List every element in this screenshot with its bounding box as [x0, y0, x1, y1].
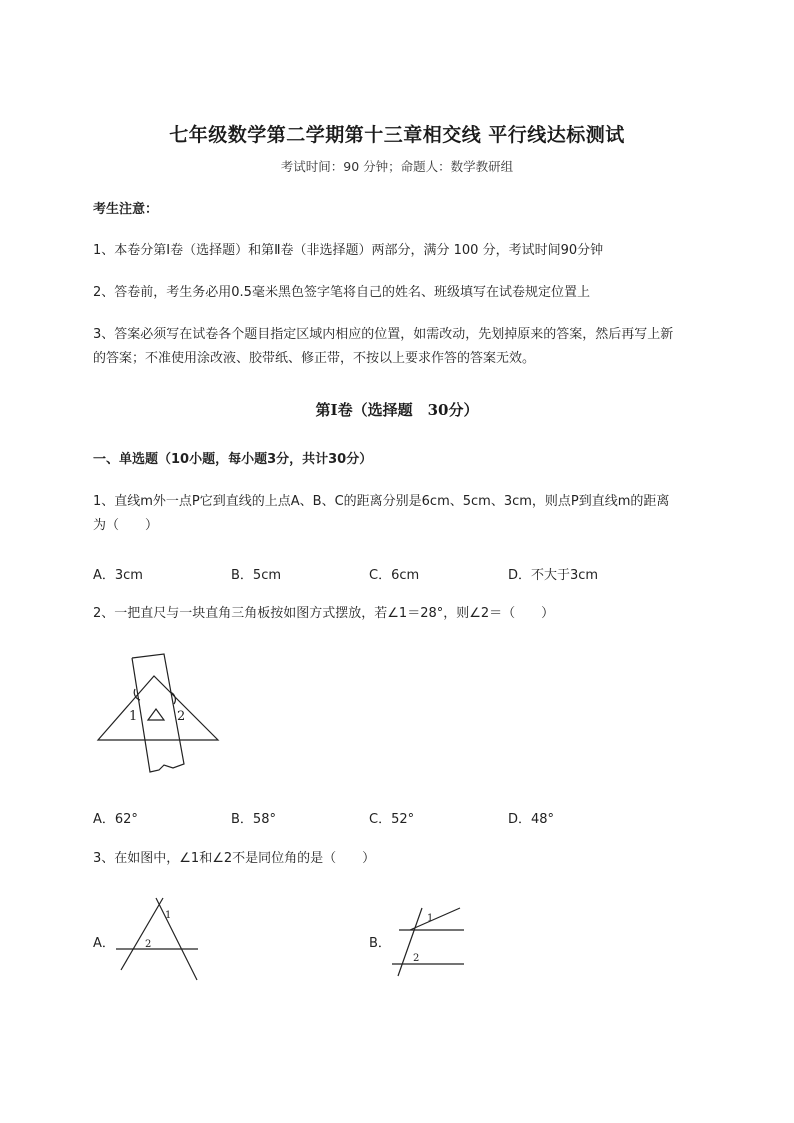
notice-item-3-line2: 的答案；不准使用涂改液、胶带纸、修正带，不按以上要求作答的答案无效。	[93, 351, 536, 366]
small-triangle	[148, 709, 164, 720]
q3-option-b[interactable]: B．	[369, 936, 391, 951]
q2-option-c[interactable]: C．52°	[369, 812, 415, 827]
question-1-line2: 为（ ）	[93, 518, 159, 533]
q3-option-a[interactable]: A．	[93, 936, 115, 951]
notice-item-2: 2、答卷前，考生务必用0.5毫米黑色签字笔将自己的姓名、班级填写在试卷规定位置上	[93, 285, 590, 300]
triangle-outline	[98, 676, 218, 740]
figA-angle-2: 2	[145, 939, 152, 950]
ruler-triangle-figure	[94, 652, 234, 782]
notice-item-3-line1: 3、答案必须写在试卷各个题目指定区域内相应的位置，如需改动，先划掉原来的答案，然后再写上新	[93, 327, 674, 342]
q1-option-d[interactable]: D．不大于3cm	[508, 568, 599, 583]
notice-item-1: 1、本卷分第Ⅰ卷（选择题）和第Ⅱ卷（非选择题）两部分，满分 100 分，考试时间90分钟	[93, 243, 604, 258]
part-heading: 一、单选题（10小题，每小题3分，共计30分）	[93, 452, 373, 467]
question-1-line1: 1、直线m外一点P它到直线的上点A、B、C的距离分别是6cm、5cm、3cm，则点P到直线m的距离	[93, 494, 670, 509]
q2-option-b[interactable]: B．58°	[231, 812, 276, 827]
q2-option-d[interactable]: D．48°	[508, 812, 555, 827]
notice-heading: 考生注意：	[93, 202, 159, 217]
q1-option-a[interactable]: A．3cm	[93, 568, 143, 583]
question-2-text: 2、一把直尺与一块直角三角板按如图方式摆放，若∠1＝28°，则∠2＝（ ）	[93, 606, 555, 621]
q2-option-a[interactable]: A．62°	[93, 812, 138, 827]
figB-angle-2: 2	[413, 953, 420, 964]
figA-angle-1: 1	[165, 910, 172, 921]
q3-figure-a	[114, 896, 214, 986]
q3-figure-b	[392, 898, 492, 988]
section-title: 第Ⅰ卷（选择题 30分）	[315, 401, 479, 419]
angle-1-label: 1	[129, 709, 138, 724]
figB-angle-1: 1	[427, 913, 434, 924]
question-3-text: 3、在如图中，∠1和∠2不是同位角的是（ ）	[93, 851, 376, 866]
q1-option-b[interactable]: B．5cm	[231, 568, 282, 583]
exam-info: 考试时间：90 分钟；命题人：数学教研组	[280, 159, 514, 174]
page-title: 七年级数学第二学期第十三章相交线 平行线达标测试	[169, 124, 625, 146]
q1-option-c[interactable]: C．6cm	[369, 568, 420, 583]
angle-2-label: 2	[177, 709, 186, 724]
